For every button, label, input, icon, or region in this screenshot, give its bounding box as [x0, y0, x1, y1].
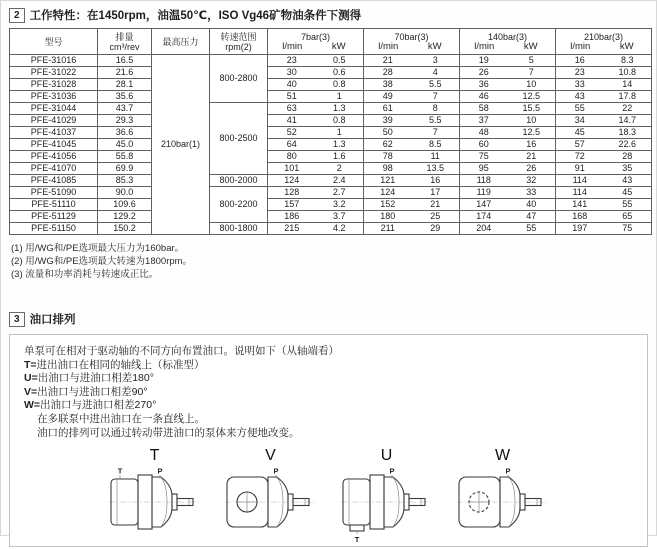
speed-range-cell: 800-2200	[210, 187, 268, 223]
displacement-cell: 55.8	[98, 151, 152, 163]
speed-range-cell: 800-1800	[210, 223, 268, 235]
pump-diagram-W	[453, 447, 553, 549]
table-row	[10, 163, 652, 175]
displacement-cell: 150.2	[98, 223, 152, 235]
power-cell: 12.5	[508, 127, 556, 139]
flow-cell: 114	[556, 187, 604, 199]
section-2-header	[9, 7, 656, 23]
table-row	[10, 127, 652, 139]
table-row	[10, 79, 652, 91]
flow-cell: 23	[556, 67, 604, 79]
flow-cell: 197	[556, 223, 604, 235]
flow-cell: 39	[364, 115, 412, 127]
flow-cell: 80	[268, 151, 316, 163]
flow-unit-label: l/min	[474, 40, 495, 52]
power-cell: 4	[412, 67, 460, 79]
flow-cell: 58	[460, 103, 508, 115]
power-cell: 17.8	[604, 91, 652, 103]
power-cell: 3.2	[316, 199, 364, 211]
flow-cell: 51	[268, 91, 316, 103]
power-cell: 21	[412, 199, 460, 211]
flow-unit-label: l/min	[570, 40, 591, 52]
flow-cell: 57	[556, 139, 604, 151]
power-cell: 47	[508, 211, 556, 223]
flow-cell: 78	[364, 151, 412, 163]
power-cell: 7	[412, 91, 460, 103]
power-cell: 75	[604, 223, 652, 235]
power-cell: 22.6	[604, 139, 652, 151]
model-cell: PFE-41045	[10, 139, 98, 151]
pump-diagrams	[24, 447, 633, 549]
flow-cell: 55	[556, 103, 604, 115]
power-cell: 18.3	[604, 127, 652, 139]
power-cell: 0.5	[316, 55, 364, 67]
flow-cell: 157	[268, 199, 316, 211]
model-cell: PFE-31044	[10, 103, 98, 115]
power-cell: 14.7	[604, 115, 652, 127]
flow-cell: 180	[364, 211, 412, 223]
flow-cell: 28	[364, 67, 412, 79]
flow-cell: 95	[460, 163, 508, 175]
displacement-cell: 45.0	[98, 139, 152, 151]
flow-cell: 34	[556, 115, 604, 127]
flow-cell: 21	[364, 55, 412, 67]
power-cell: 32	[508, 175, 556, 187]
pump-diagram-U	[337, 447, 437, 549]
power-cell: 1	[316, 127, 364, 139]
col-header-speed-range	[210, 29, 268, 55]
power-cell: 10	[508, 115, 556, 127]
table-row	[10, 223, 652, 235]
pump-diagram-T	[105, 447, 205, 549]
flow-cell: 19	[460, 55, 508, 67]
displacement-cell: 28.1	[98, 79, 152, 91]
flow-cell: 62	[364, 139, 412, 151]
table-row	[10, 115, 652, 127]
model-cell: PFE-51129	[10, 211, 98, 223]
pump-variant-label: V	[265, 447, 276, 465]
pump-variant-label: T	[149, 447, 160, 465]
port-description-line: 油口的排列可以通过转动带进油口的泵体来方便地改变。	[37, 426, 300, 439]
col-header-7bar	[268, 29, 364, 55]
displacement-cell: 21.6	[98, 67, 152, 79]
section-3-header	[9, 311, 656, 327]
port-description-line: 在多联泵中进出油口在一条直线上。	[37, 412, 205, 425]
power-unit-label: kW	[427, 40, 442, 52]
power-cell: 8.3	[604, 55, 652, 67]
footnote: (2) 用/WG和/PE选项最大转速为1800rpm。	[11, 256, 193, 267]
power-cell: 2	[316, 163, 364, 175]
col-header-displacement-line1: 排量	[115, 31, 134, 42]
svg-text:T: T	[354, 535, 359, 545]
power-cell: 11	[412, 151, 460, 163]
power-cell: 15.5	[508, 103, 556, 115]
model-cell: PFE-41056	[10, 151, 98, 163]
pump-drawing	[107, 466, 203, 544]
power-cell: 28	[604, 151, 652, 163]
power-cell: 22	[604, 103, 652, 115]
power-unit-label: kW	[619, 40, 634, 52]
svg-text:P: P	[156, 466, 163, 476]
flow-cell: 128	[268, 187, 316, 199]
flow-cell: 49	[364, 91, 412, 103]
power-cell: 43	[604, 175, 652, 187]
flow-cell: 46	[460, 91, 508, 103]
pump-diagram-V	[221, 447, 321, 549]
flow-cell: 98	[364, 163, 412, 175]
power-cell: 55	[604, 199, 652, 211]
power-unit-label: kW	[331, 40, 346, 52]
power-cell: 21	[508, 151, 556, 163]
flow-cell: 91	[556, 163, 604, 175]
col-header-max-pressure: 最高压力	[152, 29, 210, 55]
flow-cell: 50	[364, 127, 412, 139]
svg-text:P: P	[388, 466, 395, 476]
port-description-line: T=进出油口在相同的轴线上（标准型）	[24, 358, 205, 371]
flow-cell: 37	[460, 115, 508, 127]
table-row	[10, 175, 652, 187]
displacement-cell: 129.2	[98, 211, 152, 223]
pump-drawing	[455, 466, 551, 544]
flow-cell: 211	[364, 223, 412, 235]
power-cell: 45	[604, 187, 652, 199]
table-row	[10, 103, 652, 115]
flow-cell: 38	[364, 79, 412, 91]
power-cell: 1.3	[316, 139, 364, 151]
flow-cell: 204	[460, 223, 508, 235]
flow-cell: 45	[556, 127, 604, 139]
displacement-cell: 36.6	[98, 127, 152, 139]
power-cell: 0.8	[316, 79, 364, 91]
col-header-70bar	[364, 29, 460, 55]
col-header-speed-line2: rpm(2)	[225, 41, 252, 52]
flow-cell: 114	[556, 175, 604, 187]
max-pressure-cell: 210bar(1)	[152, 55, 210, 235]
model-cell: PFE-51090	[10, 187, 98, 199]
flow-cell: 52	[268, 127, 316, 139]
footnotes	[11, 242, 656, 281]
port-description-line: U=出油口与进油口相差180°	[24, 372, 154, 385]
power-cell: 33	[508, 187, 556, 199]
power-cell: 0.8	[316, 115, 364, 127]
flow-cell: 101	[268, 163, 316, 175]
power-cell: 3.7	[316, 211, 364, 223]
displacement-cell: 16.5	[98, 55, 152, 67]
flow-cell: 41	[268, 115, 316, 127]
model-cell: PFE-31036	[10, 91, 98, 103]
displacement-cell: 109.6	[98, 199, 152, 211]
displacement-cell: 43.7	[98, 103, 152, 115]
port-description-line: W=出油口与进油口相差270°	[24, 399, 157, 412]
power-cell: 17	[412, 187, 460, 199]
power-unit-label: kW	[523, 40, 538, 52]
power-cell: 13.5	[412, 163, 460, 175]
speed-range-cell: 800-2500	[210, 103, 268, 175]
pump-drawing	[223, 466, 319, 544]
speed-range-cell: 800-2000	[210, 175, 268, 187]
col-header-displacement-line2: cm³/rev	[109, 41, 140, 52]
power-cell: 29	[412, 223, 460, 235]
flow-cell: 23	[268, 55, 316, 67]
power-cell: 16	[412, 175, 460, 187]
table-row	[10, 91, 652, 103]
flow-cell: 124	[364, 187, 412, 199]
spec-table	[9, 28, 652, 235]
footnote: (1) 用/WG和/PE选项最大压力为160bar。	[11, 243, 185, 254]
power-cell: 65	[604, 211, 652, 223]
table-row	[10, 67, 652, 79]
pressure-group-label: 70bar(3)	[394, 31, 429, 42]
pump-variant-label: U	[380, 447, 393, 465]
power-cell: 5.5	[412, 79, 460, 91]
power-cell: 5	[508, 55, 556, 67]
port-arrangement-box	[9, 334, 648, 547]
power-cell: 55	[508, 223, 556, 235]
power-cell: 3	[412, 55, 460, 67]
power-cell: 35	[604, 163, 652, 175]
power-cell: 14	[604, 79, 652, 91]
flow-cell: 63	[268, 103, 316, 115]
power-cell: 10.8	[604, 67, 652, 79]
footnote: (3) 流量和功率消耗与转速成正比。	[11, 269, 159, 280]
table-row	[10, 151, 652, 163]
power-cell: 1.3	[316, 103, 364, 115]
flow-cell: 186	[268, 211, 316, 223]
displacement-cell: 29.3	[98, 115, 152, 127]
power-cell: 16	[508, 139, 556, 151]
flow-cell: 40	[268, 79, 316, 91]
svg-text:P: P	[272, 466, 279, 476]
model-cell: PFE-31022	[10, 67, 98, 79]
col-header-speed-line1: 转速范围	[220, 31, 257, 42]
flow-cell: 33	[556, 79, 604, 91]
flow-cell: 60	[460, 139, 508, 151]
table-row	[10, 199, 652, 211]
flow-cell: 124	[268, 175, 316, 187]
svg-text:P: P	[504, 466, 511, 476]
power-cell: 26	[508, 163, 556, 175]
displacement-cell: 35.6	[98, 91, 152, 103]
pressure-group-label: 140bar(3)	[487, 31, 528, 42]
port-description-line: 单泵可在相对于驱动轴的不同方向布置油口。说明如下（从轴端看）	[24, 345, 339, 357]
model-cell: PFE-51110	[10, 199, 98, 211]
power-cell: 1	[316, 91, 364, 103]
power-cell: 7	[412, 127, 460, 139]
power-cell: 40	[508, 199, 556, 211]
flow-cell: 72	[556, 151, 604, 163]
flow-cell: 75	[460, 151, 508, 163]
flow-cell: 141	[556, 199, 604, 211]
model-cell: PFE-41029	[10, 115, 98, 127]
section-2-number: 2	[9, 8, 25, 23]
col-header-model: 型号	[10, 29, 98, 55]
spec-table-body	[10, 55, 652, 235]
flow-cell: 26	[460, 67, 508, 79]
power-cell: 8	[412, 103, 460, 115]
flow-cell: 30	[268, 67, 316, 79]
displacement-cell: 69.9	[98, 163, 152, 175]
pressure-group-label: 210bar(3)	[583, 31, 624, 42]
model-cell: PFE-41085	[10, 175, 98, 187]
power-cell: 2.4	[316, 175, 364, 187]
flow-unit-label: l/min	[378, 40, 399, 52]
pressure-group-label: 7bar(3)	[300, 31, 330, 42]
model-cell: PFE-41070	[10, 163, 98, 175]
model-cell: PFE-51150	[10, 223, 98, 235]
pump-variant-label: W	[494, 447, 511, 465]
model-cell: PFE-41037	[10, 127, 98, 139]
section-3-number: 3	[9, 312, 25, 327]
power-cell: 7	[508, 67, 556, 79]
flow-cell: 147	[460, 199, 508, 211]
displacement-cell: 85.3	[98, 175, 152, 187]
speed-range-cell: 800-2800	[210, 55, 268, 103]
flow-cell: 48	[460, 127, 508, 139]
port-description-lines	[24, 345, 633, 440]
power-cell: 2.7	[316, 187, 364, 199]
spec-table-head	[10, 29, 652, 55]
flow-cell: 121	[364, 175, 412, 187]
table-row	[10, 187, 652, 199]
displacement-cell: 90.0	[98, 187, 152, 199]
flow-cell: 168	[556, 211, 604, 223]
col-header-140bar	[460, 29, 556, 55]
flow-cell: 119	[460, 187, 508, 199]
port-description-line: V=出油口与进油口相差90°	[24, 385, 148, 398]
section-3-title: 油口排列	[29, 314, 76, 326]
model-cell: PFE-31028	[10, 79, 98, 91]
flow-cell: 215	[268, 223, 316, 235]
flow-cell: 16	[556, 55, 604, 67]
power-cell: 25	[412, 211, 460, 223]
col-header-210bar	[556, 29, 652, 55]
flow-cell: 152	[364, 199, 412, 211]
table-row	[10, 211, 652, 223]
flow-cell: 43	[556, 91, 604, 103]
flow-cell: 36	[460, 79, 508, 91]
power-cell: 10	[508, 79, 556, 91]
power-cell: 4.2	[316, 223, 364, 235]
model-cell: PFE-31016	[10, 55, 98, 67]
header-row	[10, 29, 652, 55]
power-cell: 12.5	[508, 91, 556, 103]
flow-cell: 61	[364, 103, 412, 115]
power-cell: 0.6	[316, 67, 364, 79]
pump-drawing	[339, 466, 435, 544]
flow-unit-label: l/min	[282, 40, 303, 52]
section-2-title: 工作特性：在1450rpm，油温50℃，ISO Vg46矿物油条件下测得	[29, 10, 362, 22]
table-row	[10, 55, 652, 67]
flow-cell: 118	[460, 175, 508, 187]
col-header-displacement	[98, 29, 152, 55]
svg-text:T: T	[117, 466, 122, 476]
flow-cell: 64	[268, 139, 316, 151]
table-row	[10, 139, 652, 151]
power-cell: 1.6	[316, 151, 364, 163]
flow-cell: 174	[460, 211, 508, 223]
power-cell: 5.5	[412, 115, 460, 127]
power-cell: 8.5	[412, 139, 460, 151]
